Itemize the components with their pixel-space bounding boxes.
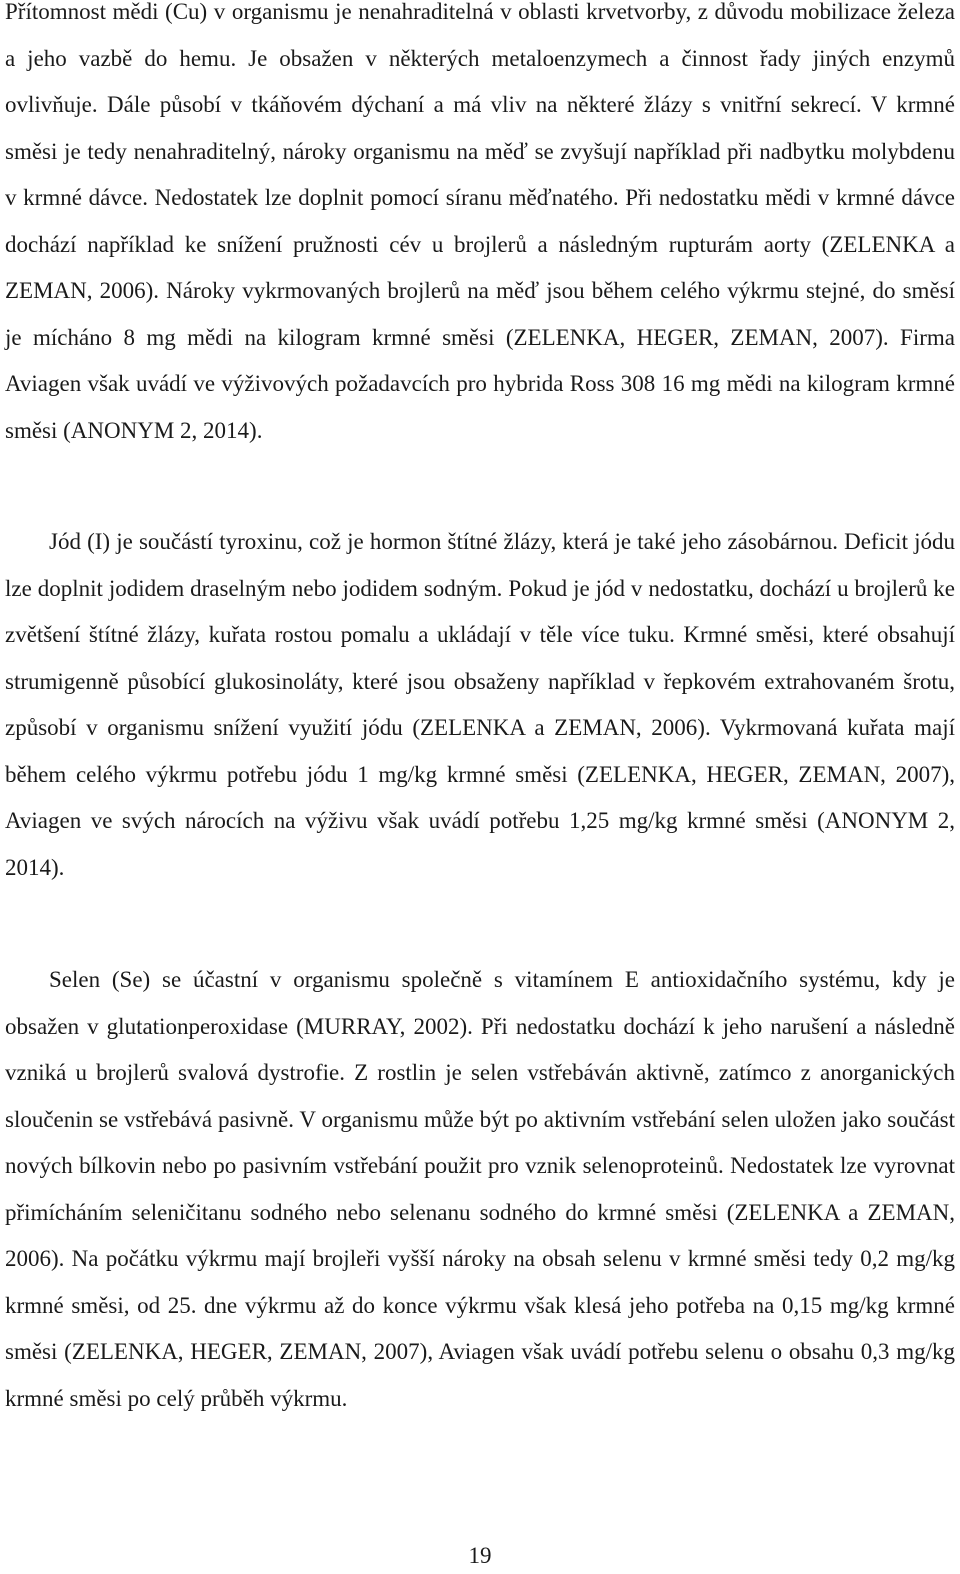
page-number: 19 <box>468 1543 492 1568</box>
paragraph-copper: Přítomnost mědi (Cu) v organismu je nenahraditelná v oblasti krvetvorby, z důvodu mobilizace železa a jeho vazbě do hemu. Je obsažen v některých metaloenzymech a činnost řady jiných enzymů ovlivňuje. Dále působí v tkáňovém dýchaní a má vliv na některé žlázy s vnitřní sekrecí. V krmné směsi je tedy nenahraditelný, nároky organismu na měď se zvyšují například při nadbytku molybdenu v krmné dávce. Nedostatek lze doplnit pomocí síranu měďnatého. Při nedostatku mědi v krmné dávce dochází například ke snížení pružnosti cév u brojlerů a následným rupturám aorty (ZELENKA a ZEMAN, 2006). Nároky vykrmovaných brojlerů na měď jsou během celého výkrmu stejné, do směsí je mícháno 8 mg mědi na kilogram krmné směsi (ZELENKA, HEGER, ZEMAN, 2007). Firma Aviagen však uvádí ve výživových požadavcích pro hybrida Ross 308 16 mg mědi na kilogram krmné směsi (ANONYM 2, 2014). <box>5 0 955 443</box>
paragraph-iodine: Jód (I) je součástí tyroxinu, což je hormon štítné žlázy, která je také jeho zásobárnou. Deficit jódu lze doplnit jodidem draselným nebo jodidem sodným. Pokud je jód v nedostatku, dochází u brojlerů ke zvětšení štítné žlázy, kuřata rostou pomalu a ukládají v těle více tuku. Krmné směsi, které obsahují strumigenně působící glukosinoláty, které jsou obsaženy například v řepkovém extrahovaném šrotu, způsobí v organismu snížení využití jódu (ZELENKA a ZEMAN, 2006). Vykrmovaná kuřata mají během celého výkrmu potřebu jódu 1 mg/kg krmné směsi (ZELENKA, HEGER, ZEMAN, 2007), Aviagen ve svých nárocích na výživu však uvádí potřebu 1,25 mg/kg krmné směsi (ANONYM 2, 2014). <box>5 529 955 880</box>
paragraph-selenium: Selen (Se) se účastní v organismu společně s vitamínem E antioxidačního systému, kdy je obsažen v glutationperoxidase (MURRAY, 2002). Při nedostatku dochází k jeho narušení a následně vzniká u brojlerů svalová dystrofie. Z rostlin je selen vstřebáván aktivně, zatímco z anorganických sloučenin se vstřebává pasivně. V organismu může být po aktivním vstřebání selen uložen jako součást nových bílkovin nebo po pasivním vstřebání použit pro vznik selenoproteinů. Nedostatek lze vyrovnat přimícháním seleničitanu sodného nebo selenanu sodného do krmné směsi (ZELENKA a ZEMAN, 2006). Na počátku výkrmu mají brojleři vyšší nároky na obsah selenu v krmné směsi tedy 0,2 mg/kg krmné směsi, od 25. dne výkrmu až do konce výkrmu však klesá jeho potřeba na 0,15 mg/kg krmné směsi (ZELENKA, HEGER, ZEMAN, 2007), Aviagen však uvádí potřebu selenu o obsahu 0,3 mg/kg krmné směsi po celý průběh výkrmu. <box>5 967 955 1411</box>
